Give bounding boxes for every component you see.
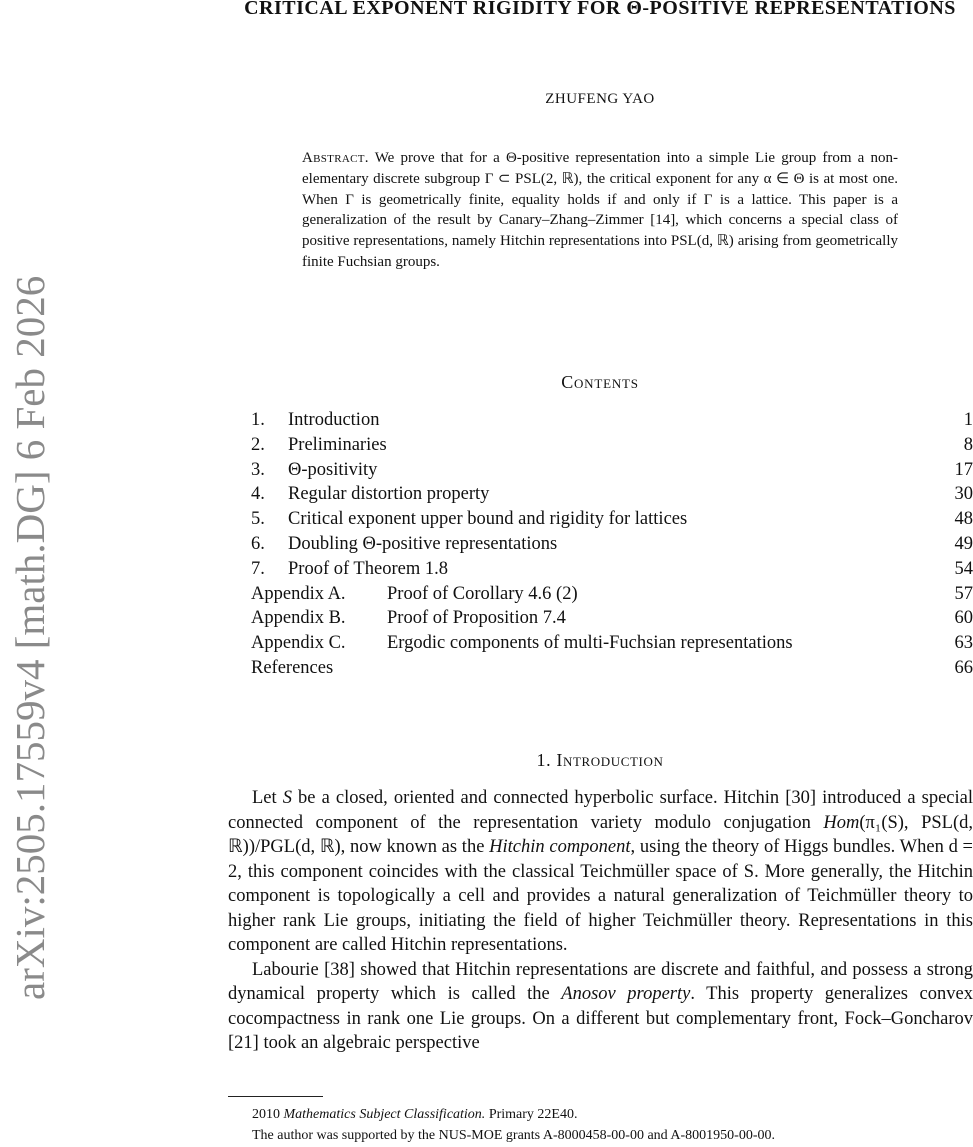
toc-entry-page: 63 [954, 633, 973, 654]
toc-entry-title: Ergodic components of multi-Fuchsian representations [387, 633, 793, 654]
toc-entry-page: 1 [963, 410, 973, 430]
toc-entry-appendix-c[interactable] [251, 631, 973, 656]
section-title: Introduction [556, 750, 664, 770]
toc-entry-preliminaries[interactable] [251, 433, 973, 458]
toc-entry-page: 8 [963, 434, 973, 455]
toc-entry-number: Appendix C. [251, 633, 346, 654]
footnote-support: The author was supported by the NUS-MOE grants A-8000458-00-00 and A-8001950-00-00. [252, 1128, 775, 1143]
introduction-body [228, 786, 973, 1056]
toc-entry-title: Proof of Theorem 1.8 [288, 558, 448, 579]
toc-entry-introduction[interactable] [251, 408, 973, 433]
toc-entry-title: References [251, 657, 334, 678]
toc-entry-title: Introduction [288, 410, 380, 430]
paragraph: Let S be a closed, oriented and connected hyperbolic surface. Hitchin [30] introduced a special connected component of the representation variety modulo conjugation Hom(π₁(S), PSL(d, ℝ))/PGL(d, ℝ), now known as the Hitchin component, using the theory of Higgs bundles. When d = 2, this component coincides with the classical Teichmüller space of S. More generally, the Hitchin component is topologically a cell and provides a natural generalization of Teichmüller theory to higher rank Lie groups, initiating the field of higher Teichmüller theory. Representations in this component are called Hitchin representations. [228, 788, 973, 955]
toc-entry-page: 17 [954, 459, 973, 480]
toc-entry-proof-theorem[interactable] [251, 557, 973, 582]
toc-entry-number: 1. [251, 410, 265, 430]
toc-entry-page: 54 [954, 558, 973, 579]
toc-entry-doubling[interactable] [251, 532, 973, 557]
toc-entry-number: Appendix B. [251, 608, 346, 629]
footnotes [252, 1104, 972, 1146]
footnote-msc: 2010 Mathematics Subject Classification. Primary 22E40. [252, 1107, 578, 1122]
toc-entry-page: 66 [954, 657, 973, 678]
toc-entry-regular-distortion[interactable] [251, 482, 973, 507]
toc-entry-title: Preliminaries [288, 434, 387, 455]
toc-entry-number: 7. [251, 558, 265, 579]
table-of-contents [251, 408, 973, 681]
section-number: 1. [536, 750, 552, 770]
abstract-label: Abstract. [302, 150, 369, 166]
toc-entry-page: 57 [954, 583, 973, 604]
toc-entry-page: 60 [954, 608, 973, 629]
toc-entry-title: Proof of Corollary 4.6 (2) [387, 583, 578, 604]
toc-entry-page: 48 [954, 509, 973, 530]
toc-entry-title: Doubling Θ-positive representations [288, 533, 558, 554]
toc-entry-number: Appendix A. [251, 583, 346, 604]
toc-entry-page: 49 [954, 533, 973, 554]
paragraph: Labourie [38] showed that Hitchin representations are discrete and faithful, and possess a strong dynamical property which is called the Anosov property. This property generalizes convex cocompactness in rank one Lie groups. On a different but complementary front, Fock–Goncharov [21] took an algebraic perspective [228, 959, 973, 1053]
abstract [302, 148, 898, 273]
toc-entry-page: 30 [954, 484, 973, 505]
toc-entry-number: 4. [251, 484, 265, 505]
abstract-text: We prove that for a Θ-positive representation into a simple Lie group from a non-elementary discrete subgroup Γ ⊂ PSL(2, ℝ), the critical exponent for any α ∈ Θ is at most one. When Γ is geometrically finite, equality holds if and only if Γ is a lattice. This paper is a generalization of the result by Canary–Zhang–Zimmer [14], which concerns a special class of positive representations, namely Hitchin representations into PSL(d, ℝ) arising from geometrically finite Fuchsian groups. [302, 150, 898, 270]
toc-entry-title: Regular distortion property [288, 484, 490, 505]
paper-title: CRITICAL EXPONENT RIGIDITY FOR Θ-POSITIVE REPRESENTATIONS [244, 0, 956, 19]
toc-entry-number: 2. [251, 434, 265, 455]
toc-entry-number: 3. [251, 459, 265, 480]
contents-heading: Contents [561, 372, 639, 392]
footnote-divider [228, 1096, 323, 1097]
arxiv-identifier-stamp: arXiv:2505.17559v4 [math.DG] 6 Feb 2026 [7, 275, 53, 1000]
toc-entry-number: 6. [251, 533, 265, 554]
toc-entry-title: Proof of Proposition 7.4 [387, 608, 566, 629]
section-heading [230, 750, 970, 771]
toc-entry-appendix-b[interactable] [251, 606, 973, 631]
toc-entry-number: 5. [251, 509, 265, 530]
toc-entry-references[interactable] [251, 656, 973, 681]
toc-entry-appendix-a[interactable] [251, 582, 973, 607]
toc-entry-title: Θ-positivity [288, 459, 378, 480]
toc-entry-title: Critical exponent upper bound and rigidity for lattices [288, 509, 688, 530]
author-name: ZHUFENG YAO [545, 91, 655, 107]
toc-entry-critical-exponent[interactable] [251, 507, 973, 532]
toc-entry-theta-positivity[interactable] [251, 458, 973, 483]
